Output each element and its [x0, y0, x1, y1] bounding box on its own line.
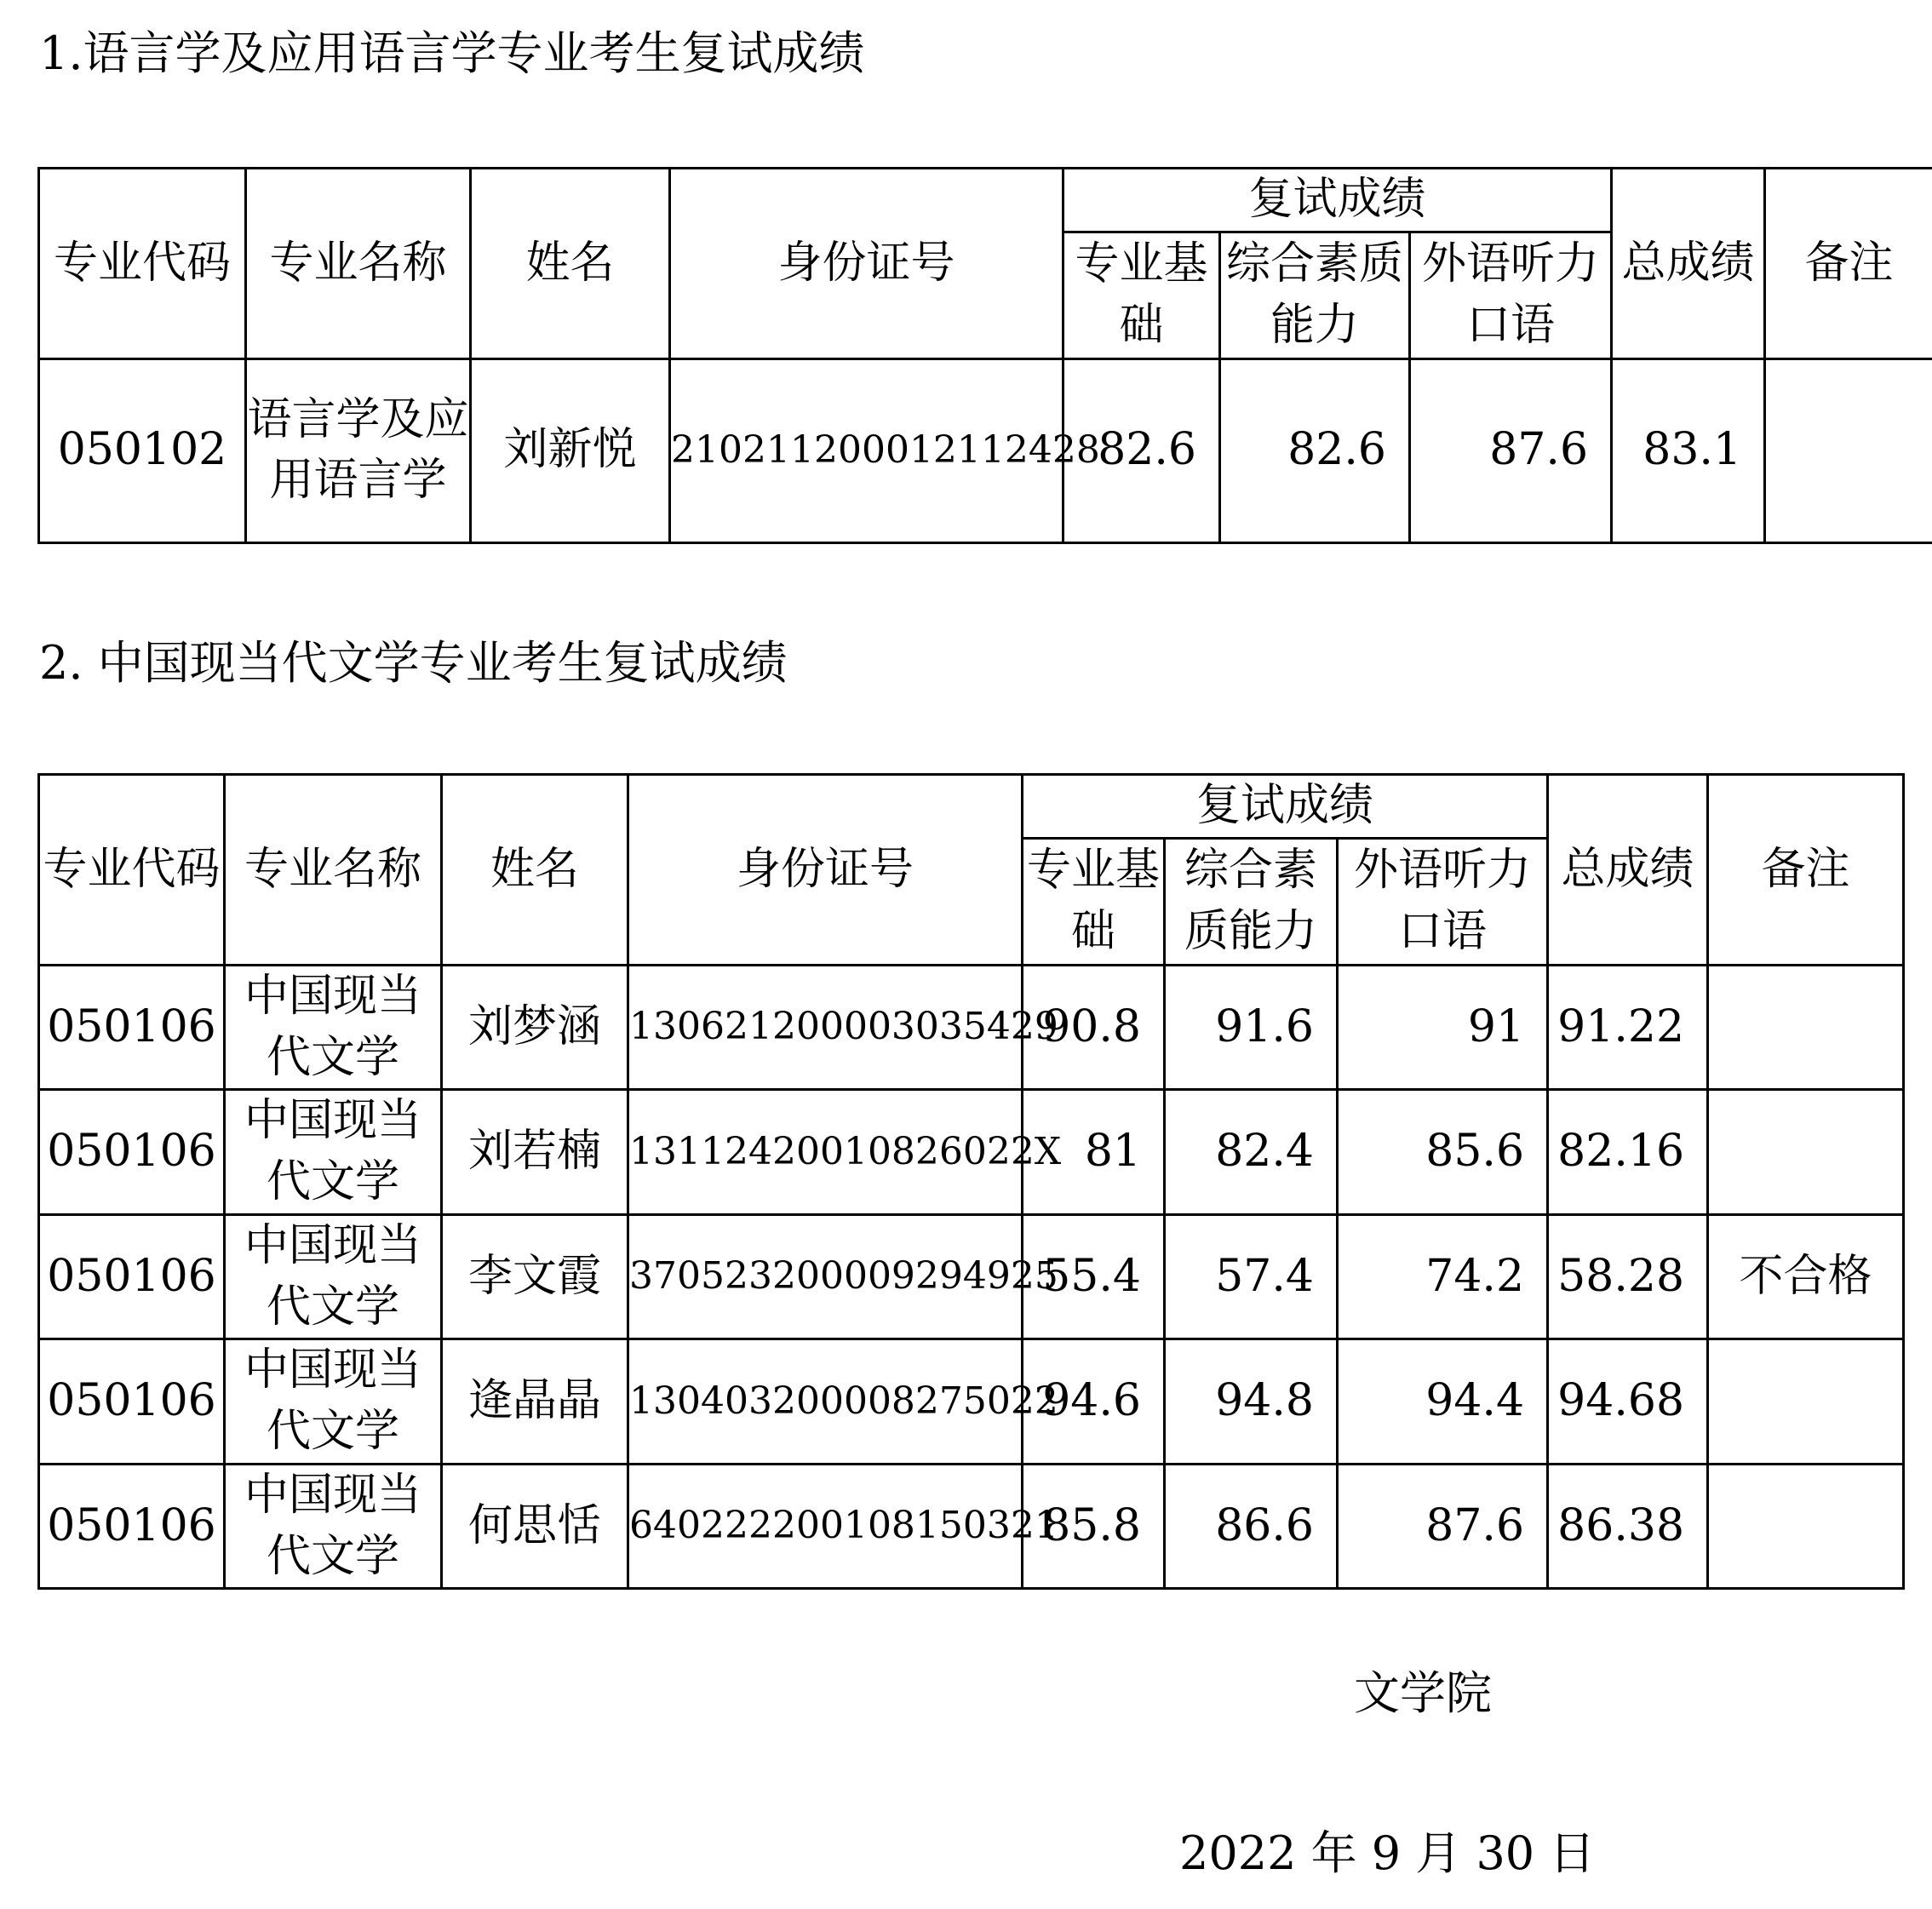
cell-comprehensive: 91.6: [1165, 965, 1338, 1090]
cell-code: 050106: [39, 1090, 225, 1215]
cell-name: 刘梦涵: [442, 965, 628, 1090]
cell-id: 370523200009294925: [628, 1214, 1023, 1339]
table-row: [39, 1464, 1904, 1589]
table-header-row: [39, 775, 1904, 839]
cell-major: 语言学及应用语言学: [246, 358, 471, 542]
header-code: 专业代码: [39, 775, 225, 966]
cell-basic: 81: [1023, 1090, 1165, 1215]
cell-comprehensive: 86.6: [1165, 1464, 1338, 1589]
cell-total: 58.28: [1548, 1214, 1708, 1339]
header-name: 姓名: [471, 169, 670, 359]
section-1-title: 1.语言学及应用语言学专业考生复试成绩: [39, 26, 865, 80]
cell-remark: [1708, 1090, 1904, 1215]
header-retest: 复试成绩: [1063, 169, 1612, 232]
cell-basic: 55.4: [1023, 1214, 1165, 1339]
cell-comprehensive: 57.4: [1165, 1214, 1338, 1339]
header-total: 总成绩: [1612, 169, 1765, 359]
cell-total: 82.16: [1548, 1090, 1708, 1215]
cell-code: 050106: [39, 1339, 225, 1465]
cell-total: 83.1: [1612, 358, 1765, 542]
cell-language: 94.4: [1338, 1339, 1548, 1465]
header-basic: 专业基础: [1023, 838, 1165, 965]
cell-language: 87.6: [1338, 1464, 1548, 1589]
cell-name: 李文霞: [442, 1214, 628, 1339]
table-row: [39, 1090, 1904, 1215]
header-major: 专业名称: [246, 169, 471, 359]
cell-code: 050106: [39, 965, 225, 1090]
header-language: 外语听力口语: [1338, 838, 1548, 965]
header-id: 身份证号: [670, 169, 1063, 359]
cell-code: 050106: [39, 1214, 225, 1339]
cell-remark: [1708, 1464, 1904, 1589]
cell-basic: 85.8: [1023, 1464, 1165, 1589]
cell-language: 74.2: [1338, 1214, 1548, 1339]
header-id: 身份证号: [628, 775, 1023, 966]
header-retest: 复试成绩: [1023, 775, 1548, 839]
cell-total: 94.68: [1548, 1339, 1708, 1465]
cell-major: 中国现当代文学: [225, 1339, 442, 1465]
cell-remark: 不合格: [1708, 1214, 1904, 1339]
header-major: 专业名称: [225, 775, 442, 966]
header-name: 姓名: [442, 775, 628, 966]
cell-name: 何思恬: [442, 1464, 628, 1589]
cell-code: 050102: [39, 358, 246, 542]
cell-code: 050106: [39, 1464, 225, 1589]
header-remark: 备注: [1708, 775, 1904, 966]
cell-id: 210211200012112428: [670, 358, 1063, 542]
cell-basic: 82.6: [1063, 358, 1220, 542]
cell-name: 刘若楠: [442, 1090, 628, 1215]
cell-id: 640222200108150321: [628, 1464, 1023, 1589]
score-table-linguistics: [37, 167, 1932, 544]
header-basic: 专业基础: [1063, 232, 1220, 358]
score-table-modern-literature: [37, 773, 1905, 1590]
cell-major: 中国现当代文学: [225, 1090, 442, 1215]
table-row: [39, 965, 1904, 1090]
cell-id: 130621200003035429: [628, 965, 1023, 1090]
header-total: 总成绩: [1548, 775, 1708, 966]
cell-total: 91.22: [1548, 965, 1708, 1090]
cell-remark: [1765, 358, 1932, 542]
header-comprehensive: 综合素质能力: [1220, 232, 1410, 358]
cell-basic: 90.8: [1023, 965, 1165, 1090]
header-remark: 备注: [1765, 169, 1932, 359]
header-code: 专业代码: [39, 169, 246, 359]
cell-id: 130403200008275022: [628, 1339, 1023, 1465]
section-2-title: 2. 中国现当代文学专业考生复试成绩: [39, 636, 788, 690]
table-row: [39, 1339, 1904, 1465]
cell-id: 13112420010826022X: [628, 1090, 1023, 1215]
cell-major: 中国现当代文学: [225, 965, 442, 1090]
cell-remark: [1708, 1339, 1904, 1465]
cell-comprehensive: 94.8: [1165, 1339, 1338, 1465]
table-row: [39, 358, 1932, 542]
table-row: [39, 1214, 1904, 1339]
cell-major: 中国现当代文学: [225, 1214, 442, 1339]
cell-name: 逄晶晶: [442, 1339, 628, 1465]
cell-comprehensive: 82.4: [1165, 1090, 1338, 1215]
cell-language: 91: [1338, 965, 1548, 1090]
cell-language: 87.6: [1410, 358, 1612, 542]
signature-date: 2022 年 9 月 30 日: [1179, 1826, 1596, 1880]
organization-signature: 文学院: [1354, 1666, 1492, 1720]
cell-comprehensive: 82.6: [1220, 358, 1410, 542]
cell-remark: [1708, 965, 1904, 1090]
header-language: 外语听力口语: [1410, 232, 1612, 358]
cell-major: 中国现当代文学: [225, 1464, 442, 1589]
table-header-row: [39, 169, 1932, 232]
cell-total: 86.38: [1548, 1464, 1708, 1589]
cell-name: 刘新悦: [471, 358, 670, 542]
header-comprehensive: 综合素质能力: [1165, 838, 1338, 965]
cell-basic: 94.6: [1023, 1339, 1165, 1465]
cell-language: 85.6: [1338, 1090, 1548, 1215]
